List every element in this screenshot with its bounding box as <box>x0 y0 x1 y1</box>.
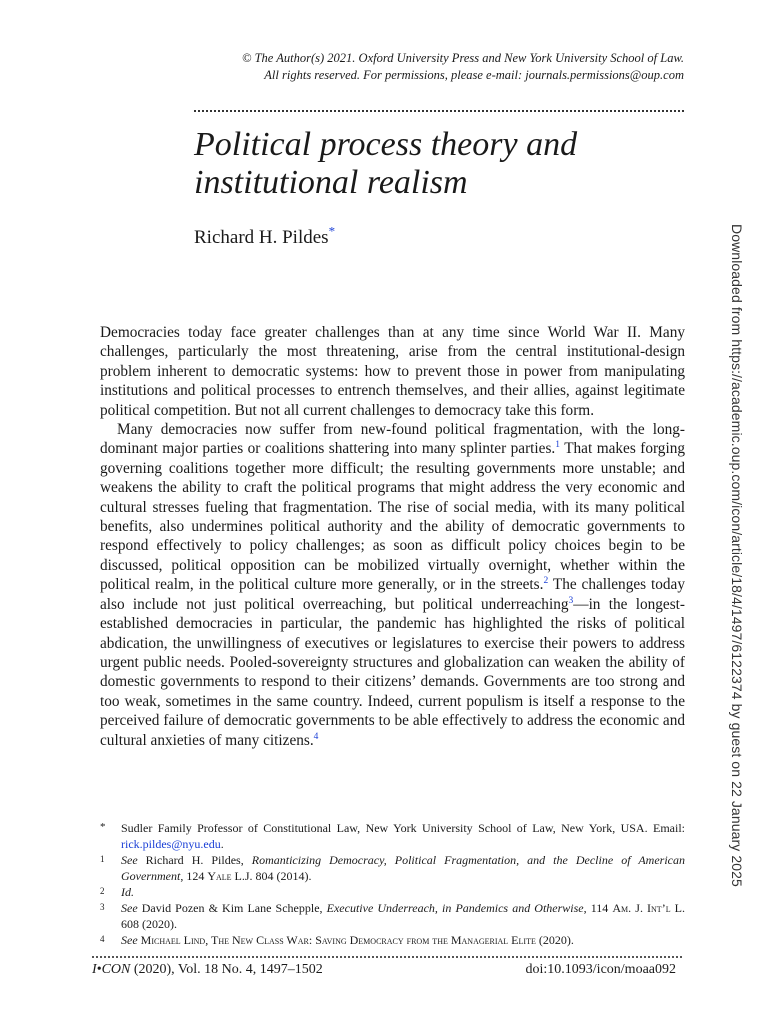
signal-see: See <box>121 853 138 867</box>
author-email-link[interactable]: rick.pildes@nyu.edu <box>121 837 221 851</box>
footnote-text: 608 (2020). <box>121 917 177 931</box>
footnote-text-end: . <box>220 837 224 851</box>
journal-citation <box>92 962 323 978</box>
cited-article-title: Romanticizing Democracy, Political Fragmentation, and the Decline of American Government <box>121 853 685 883</box>
footnote-mark: * <box>100 821 106 833</box>
title-divider <box>194 110 684 112</box>
author-name: Richard H. Pildes <box>194 227 329 248</box>
author-footnote-link[interactable]: * <box>328 223 336 239</box>
footnote-text: L.J. 804 (2014). <box>231 869 312 883</box>
footnote-3 <box>100 900 685 932</box>
footnote-2 <box>100 884 685 900</box>
footnote-text: , 124 <box>180 869 208 883</box>
copyright-line-2: All rights reserved. For permissions, please e-mail: journals.permissions@oup.com <box>264 68 684 82</box>
footnote-mark: 2 <box>100 886 105 896</box>
footnote-text: David Pozen & Kim Lane Schepple, <box>137 901 327 915</box>
download-watermark: Downloaded from https://academic.oup.com/icon/article/18/4/1497/6122374 by guest on 22 January 2025 <box>729 224 745 887</box>
footnotes <box>100 820 685 948</box>
paragraph-1: Democracies today face greater challenges than at any time since World War II. Many challenges, particularly the most threatening, arise from the central institutional-design problem inherent to democratic systems: how to prevent those in power from manipulating institutions and political processes to entrench themselves, and their allies, against legitimate political competition. But not all current challenges to democracy take this form. <box>100 324 685 419</box>
footnote-text: , 114 <box>583 901 613 915</box>
cited-journal: Yale <box>207 869 232 883</box>
author-line <box>194 223 336 250</box>
title-line-2: institutional realism <box>194 164 468 201</box>
cited-journal: Am. J. Int’l L. <box>612 901 686 915</box>
copyright-notice <box>124 50 684 84</box>
journal-volume: (2020), Vol. 18 No. 4, 1497–1502 <box>130 962 323 977</box>
footnote-text: Richard H. Pildes, <box>137 853 252 867</box>
cited-book: Michael Lind, The New Class War: Saving Democracy from the Managerial Elite <box>137 933 536 947</box>
footnote-text: (2020). <box>535 933 574 947</box>
journal-name: I•CON <box>92 962 131 977</box>
doi[interactable]: doi:10.1093/icon/moaa092 <box>525 962 676 977</box>
footer-divider <box>92 956 682 958</box>
footnote-text: Sudler Family Professor of Constitutional Law, New York University School of Law, New York, USA. Email: <box>121 821 685 835</box>
footnote-text: Id. <box>121 885 134 899</box>
title-line-1: Political process theory and <box>194 126 578 163</box>
footnote-ref-4[interactable]: 4 <box>313 731 319 742</box>
footnote-author <box>100 820 685 852</box>
cited-article-title: Executive Underreach, in Pandemics and Otherwise <box>326 901 584 915</box>
paragraph-2-part-a: Many democracies now suffer from new-found political fragmentation, with the long-dominant major parties or coalitions shattering into many splinter parties. <box>100 421 685 458</box>
article-body <box>100 323 685 750</box>
paragraph-2 <box>100 420 685 750</box>
footnote-ref-2[interactable]: 2 <box>543 576 549 587</box>
paragraph-2-part-d: —in the longest-established democracies in particular, the pandemic has highlighted the risks of political abdication, the unwillingness of executives or legislatures to exercise their powers to address urgent public needs. Pooled-sovereignty structures and globalization can weaken the ability of domestic governments to respond to their citizens’ demands. Governments are too strong and too weak, sometimes in the same country. Indeed, current populism is itself a response to the perceived failure of democratic governments to be able effectively to address the economic and cultural anxieties of many citizens. <box>100 595 685 749</box>
footnote-mark: 3 <box>100 902 105 912</box>
paragraph-2-part-c: The challenges today also include not just political overreaching, but political underreaching <box>100 576 686 613</box>
article-title <box>194 126 674 202</box>
footnote-mark: 1 <box>100 854 105 864</box>
footnote-ref-3[interactable]: 3 <box>568 595 574 606</box>
footnote-mark: 4 <box>100 934 105 944</box>
paragraph-2-part-b: That makes forging governing coalitions together more difficult; the resulting governments more unstable; and weakens the ability to craft the political programs that might address the very economic and cultural stresses fueling that fragmentation. The rise of social media, with its many political benefits, also undermines political authority and the ability of democratic governments to respond effectively to policy challenges; as soon as difficult policy choices begin to be discussed, political opposition can be mobilized virtually overnight, whether within the political realm, in the political culture more generally, or in the streets. <box>100 440 685 594</box>
signal-see: See <box>121 933 138 947</box>
signal-see: See <box>121 901 138 915</box>
footnote-ref-1[interactable]: 1 <box>555 440 560 451</box>
footnote-1 <box>100 852 685 884</box>
footnote-4 <box>100 932 685 948</box>
copyright-line-1: © The Author(s) 2021. Oxford University Press and New York University School of Law. <box>241 51 684 65</box>
